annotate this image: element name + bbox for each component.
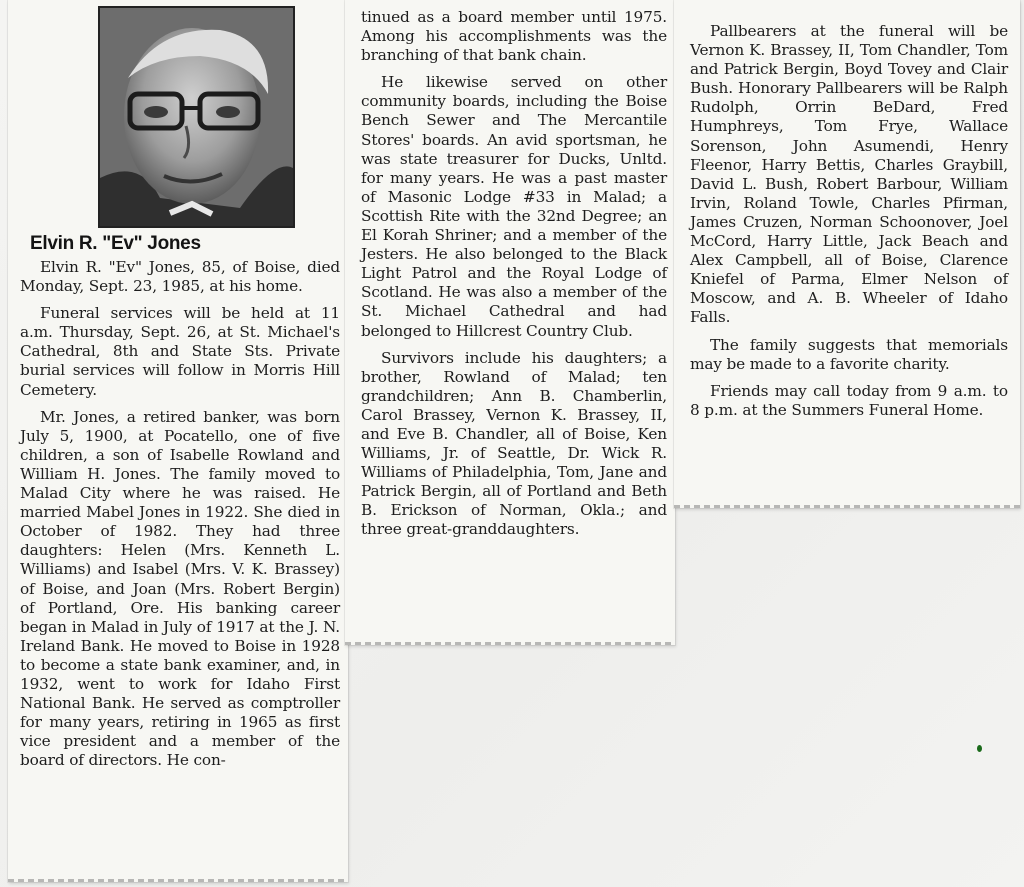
obituary-headline: Elvin R. "Ev" Jones	[30, 233, 201, 254]
paragraph: Mr. Jones, a retired banker, was born July 5, 1900, at Pocatello, one of five children, a son of Isabelle Rowland and William H. Jones. The family moved to Malad City where he was raised. He married Mabel Jones in 1922. She died in October of 1982. They had three daughters: Helen (Mrs. Kenneth L. Williams) and Isabel (Mrs. V. K. Brassey) of Boise, and Joan (Mrs. Robert Bergin) of Portland, Ore. His banking career began in Malad in July of 1917 at the J. N. Ireland Bank. He moved to Boise in 1928 to become a state bank examiner, and, in 1932, went to work for Idaho First National Bank. He served as comptroller for many years, retiring in 1965 as first vice president and a member of the board of directors. He con-	[20, 407, 340, 770]
paragraph: He likewise served on other community boards, including the Boise Bench Sewer and The Mercantile Stores' boards. An avid sportsman, he was state treasurer for Ducks, Unltd. for many years. He was a past master of Masonic Lodge #33 in Malad; a Scottish Rite with the 32nd Degree; an El Korah Shriner; and a member of the Jesters. He also belonged to the Black Light Patrol and the Royal Lodge of Scotland. He was also a member of the St. Michael Cathedral and had belonged to Hillcrest Country Club.	[361, 73, 667, 340]
paragraph: tinued as a board member until 1975. Among his accomplishments was the branching of that bank chain.	[361, 8, 667, 65]
portrait-icon	[100, 8, 293, 226]
clipping-middle	[345, 0, 675, 645]
paragraph: Elvin R. "Ev" Jones, 85, of Boise, died Monday, Sept. 23, 1985, at his home.	[20, 258, 340, 296]
clipping-edge	[674, 505, 1020, 508]
paragraph: Survivors include his daughters; a brother, Rowland of Malad; ten grandchildren; Ann B. Chamberlin, Carol Brassey, Vernon K. Brassey, II, and Eve B. Chandler, all of Boise, Ken Williams, Jr. of Seattle, Dr. Wick R. Williams of Philadelphia, Tom, Jane and Patrick Bergin, all of Portland and Beth B. Erickson of Norman, Okla.; and three great-granddaughters.	[361, 348, 667, 539]
paragraph: The family suggests that memorials may be made to a favorite charity.	[690, 335, 1008, 373]
ink-speck	[977, 745, 982, 752]
clipping-left	[8, 0, 348, 882]
clipping-edge	[8, 879, 348, 882]
paragraph: Funeral services will be held at 11 a.m. Thursday, Sept. 26, at St. Michael's Cathedral, 8th and State Sts. Private burial services will follow in Morris Hill Cemetery.	[20, 304, 340, 399]
portrait-photo	[98, 6, 295, 228]
left-column-text	[20, 258, 340, 770]
middle-column-text	[361, 8, 667, 540]
paragraph: Friends may call today from 9 a.m. to 8 p.m. at the Summers Funeral Home.	[690, 381, 1008, 419]
clipping-right	[674, 0, 1020, 508]
paragraph: Pallbearers at the funeral will be Vernon K. Brassey, II, Tom Chandler, Tom and Patrick Bergin, Boyd Tovey and Clair Bush. Honorary Pallbearers will be Ralph Rudolph, Orrin BeDard, Fred Humphreys, Tom Frye, Wallace Sorenson, John Asumendi, Henry Fleenor, Harry Bettis, Charles Graybill, David L. Bush, Robert Barbour, William Irvin, Roland Towle, Charles Pfirman, James Cruzen, Norman Schoonover, Joel McCord, Harry Little, Jack Beach and Alex Campbell, all of Boise, Clarence Kniefel of Parma, Elmer Nelson of Moscow, and A. B. Wheeler of Idaho Falls.	[690, 22, 1008, 327]
clipping-edge	[345, 642, 675, 645]
right-column-text	[690, 22, 1008, 420]
